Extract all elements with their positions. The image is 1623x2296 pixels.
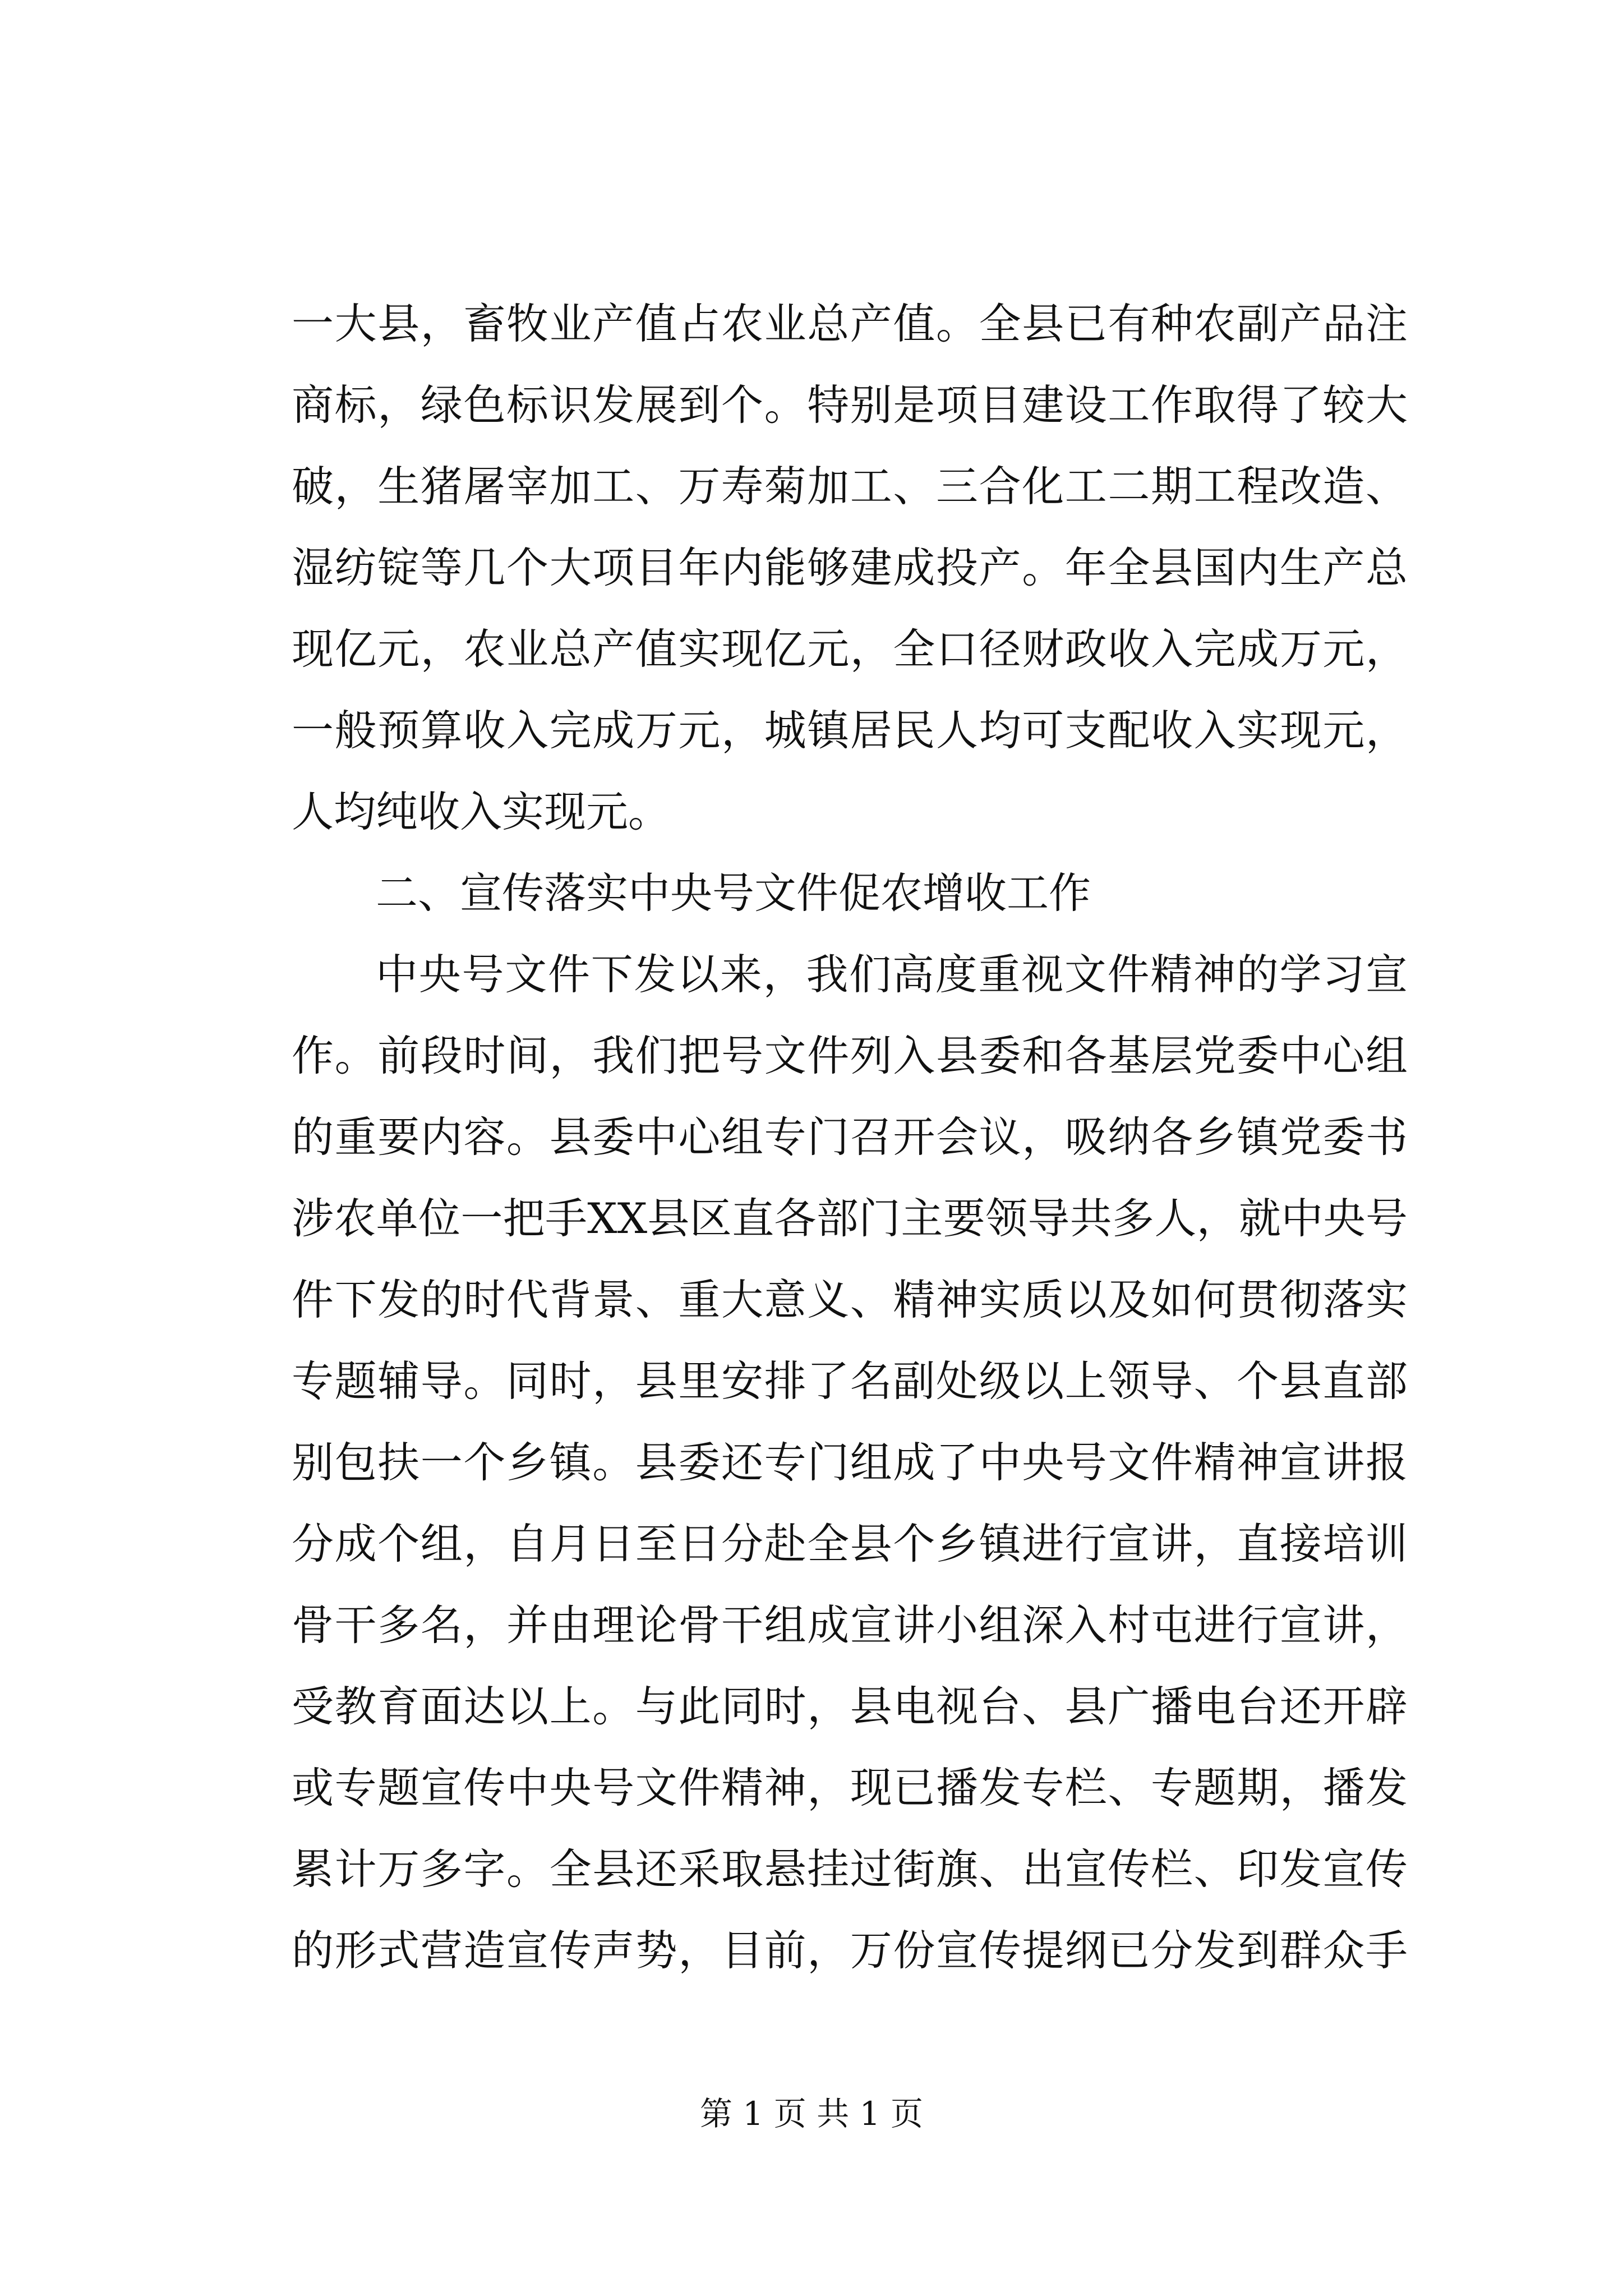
body-line: 作。前段时间，我们把号文件列入县委和各基层党委中心组	[292, 1031, 1408, 1080]
document-body	[292, 283, 1408, 1991]
body-line: 件下发的时代背景、重大意义、精神实质以及如何贯彻落实	[292, 1275, 1408, 1324]
body-line: 一大县，畜牧业产值占农业总产值。全县已有种农副产品注	[292, 299, 1408, 348]
body-line: 中央号文件下发以来，我们高度重视文件精神的学习宣	[376, 950, 1408, 999]
page-footer: 第 1 页 共 1 页	[700, 2095, 923, 2133]
body-line: 湿纺锭等几个大项目年内能够建成投产。年全县国内生产总	[292, 543, 1408, 592]
body-line: 受教育面达以上。与此同时，县电视台、县广播电台还开辟	[292, 1682, 1408, 1731]
body-line: 或专题宣传中央号文件精神，现已播发专栏、专题期，播发	[292, 1763, 1408, 1812]
body-line: 的重要内容。县委中心组专门召开会议，吸纳各乡镇党委书	[292, 1112, 1408, 1162]
body-line: 专题辅导。同时，县里安排了名副处级以上领导、个县直部	[292, 1356, 1408, 1406]
body-line: 累计万多字。全县还采取悬挂过街旗、出宣传栏、印发宣传	[292, 1844, 1408, 1894]
body-line: 商标，绿色标识发展到个。特别是项目建设工作取得了较大	[292, 380, 1408, 430]
body-line: 破，生猪屠宰加工、万寿菊加工、三合化工二期工程改造、	[292, 462, 1408, 511]
body-line: 现亿元，农业总产值实现亿元，全口径财政收入完成万元，	[292, 624, 1408, 674]
body-line: 别包扶一个乡镇。县委还专门组成了中央号文件精神宣讲报	[292, 1438, 1408, 1487]
body-line: 的形式营造宣传声势，目前，万份宣传提纲已分发到群众手	[292, 1926, 1408, 1975]
body-line: 骨干多名，并由理论骨干组成宣讲小组深入村屯进行宣讲，	[292, 1600, 1408, 1650]
body-line: 涉农单位一把手XX县区直各部门主要领导共多人，就中央号	[292, 1194, 1408, 1243]
body-line: 一般预算收入完成万元，城镇居民人均可支配收入实现元，	[292, 706, 1408, 755]
body-line: 分成个组，自月日至日分赴全县个乡镇进行宣讲，直接培训	[292, 1519, 1408, 1568]
body-line: 人均纯收入实现元。	[292, 787, 671, 836]
body-line: 二、宣传落实中央号文件促农增收工作	[376, 868, 1091, 918]
